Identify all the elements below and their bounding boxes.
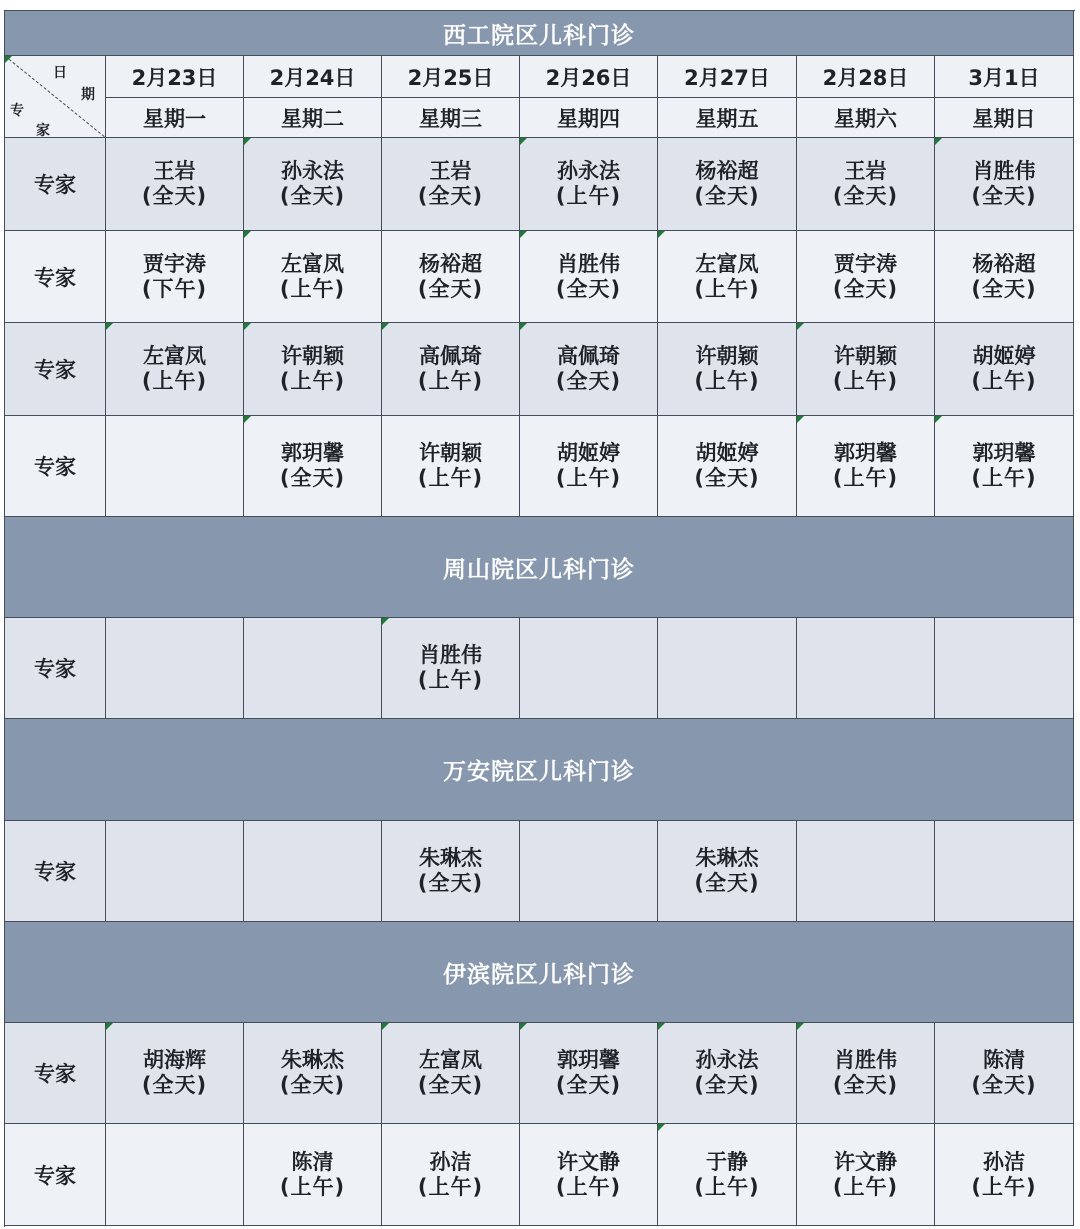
doctor-name: 贾宇涛	[143, 251, 206, 276]
doctor-name: 许文静	[834, 1149, 897, 1174]
doctor-name: 孙永法	[281, 159, 344, 183]
schedule-cell	[520, 416, 658, 517]
weekday-label: 星期六	[834, 106, 897, 131]
row-label-text: 专家	[34, 173, 76, 197]
date-header	[382, 56, 520, 98]
doctor-name: 胡姬婷	[695, 441, 759, 465]
schedule-cell	[658, 1023, 797, 1124]
section-title-text: 西工院区儿科门诊	[443, 22, 635, 49]
schedule-cell	[106, 1124, 244, 1226]
row-label-text: 专家	[34, 1062, 76, 1086]
section-title	[5, 922, 1074, 1023]
date-label: 2月24日	[269, 65, 356, 90]
schedule-cell	[382, 323, 520, 416]
doctor-name: 左富凤	[281, 251, 344, 276]
comment-marker	[106, 323, 113, 330]
schedule-cell	[797, 231, 935, 323]
schedule-cell	[106, 1023, 244, 1124]
schedule-cell	[520, 1124, 658, 1226]
session-time: (全天)	[971, 1073, 1037, 1097]
session-time: (全天)	[694, 871, 760, 895]
schedule-cell	[106, 231, 244, 323]
section-title	[5, 517, 1074, 618]
schedule-cell	[935, 416, 1074, 517]
doctor-name: 郭玥馨	[557, 1048, 620, 1072]
row-label	[5, 821, 106, 922]
schedule-cell	[797, 138, 935, 231]
schedule-cell	[106, 323, 244, 416]
schedule-cell	[520, 138, 658, 231]
schedule-cell	[106, 416, 244, 517]
weekday-label: 星期一	[143, 106, 206, 131]
corner-label-jia: 家	[36, 123, 50, 138]
schedule-cell	[658, 323, 797, 416]
section-title	[5, 11, 1074, 56]
session-time: (全天)	[694, 466, 760, 490]
session-time: (全天)	[971, 276, 1037, 301]
date-header	[520, 56, 658, 98]
doctor-name: 高佩琦	[419, 344, 482, 368]
doctor-name: 孙永法	[695, 1048, 759, 1072]
row-label	[5, 138, 106, 231]
doctor-name: 许文静	[557, 1149, 620, 1174]
schedule-cell	[935, 1124, 1074, 1226]
weekday-label: 星期三	[419, 106, 482, 131]
row-label-text: 专家	[34, 358, 76, 382]
doctor-name: 孙洁	[983, 1149, 1025, 1174]
row-label	[5, 618, 106, 719]
doctor-name: 陈清	[291, 1149, 334, 1174]
doctor-name: 朱琳杰	[281, 1048, 344, 1072]
doctor-name: 许朝颖	[419, 441, 482, 465]
schedule-cell	[797, 416, 935, 517]
schedule-cell	[382, 1124, 520, 1226]
doctor-name: 陈清	[983, 1048, 1025, 1072]
session-time: (全天)	[417, 184, 484, 208]
weekday-label: 星期日	[972, 106, 1036, 131]
date-label: 2月28日	[822, 65, 909, 90]
session-time: (上午)	[141, 369, 208, 393]
session-time: (上午)	[832, 369, 899, 393]
date-header	[106, 56, 244, 98]
date-header	[935, 56, 1074, 98]
date-label: 2月25日	[407, 65, 494, 90]
weekday-header	[244, 98, 382, 138]
session-time: (上午)	[417, 369, 484, 393]
schedule-cell	[935, 618, 1074, 719]
comment-marker	[935, 138, 942, 145]
doctor-name: 于静	[706, 1149, 748, 1174]
doctor-name: 左富凤	[419, 1048, 482, 1072]
weekday-label: 星期二	[281, 106, 344, 131]
header-corner-cell	[5, 56, 106, 138]
session-time: (全天)	[279, 466, 346, 490]
date-label: 2月26日	[545, 65, 632, 90]
doctor-name: 肖胜伟	[419, 643, 482, 667]
weekday-label: 星期五	[695, 106, 759, 131]
session-time: (上午)	[694, 276, 760, 301]
weekday-header	[797, 98, 935, 138]
comment-marker	[244, 231, 251, 238]
schedule-cell	[797, 1124, 935, 1226]
schedule-cell	[244, 138, 382, 231]
schedule-cell	[520, 231, 658, 323]
doctor-name: 高佩琦	[557, 344, 620, 368]
schedule-cell	[520, 1023, 658, 1124]
doctor-name: 朱琳杰	[695, 846, 759, 870]
session-time: (全天)	[417, 1073, 484, 1097]
session-time: (全天)	[141, 184, 208, 208]
doctor-name: 杨裕超	[972, 251, 1036, 276]
session-time: (全天)	[555, 369, 622, 393]
schedule-cell	[244, 416, 382, 517]
session-time: (上午)	[832, 466, 899, 490]
session-time: (上午)	[694, 369, 760, 393]
weekday-header	[382, 98, 520, 138]
schedule-cell	[520, 618, 658, 719]
session-time: (全天)	[555, 1073, 622, 1097]
doctor-name: 杨裕超	[695, 159, 759, 183]
schedule-cell	[935, 821, 1074, 922]
row-label-text: 专家	[34, 455, 76, 479]
section-title-text: 周山院区儿科门诊	[443, 556, 635, 583]
comment-marker	[520, 138, 527, 145]
session-time: (上午)	[417, 466, 484, 490]
schedule-cell	[106, 821, 244, 922]
comment-marker	[797, 323, 804, 330]
doctor-name: 王岩	[429, 159, 472, 183]
session-time: (上午)	[694, 1174, 760, 1199]
schedule-cell	[382, 1023, 520, 1124]
session-time: (上午)	[279, 276, 346, 301]
schedule-cell	[244, 323, 382, 416]
schedule-cell	[520, 821, 658, 922]
schedule-cell	[244, 1124, 382, 1226]
comment-marker	[658, 1124, 665, 1131]
schedule-cell	[935, 1023, 1074, 1124]
session-time: (全天)	[417, 871, 484, 895]
session-time: (全天)	[694, 184, 760, 208]
comment-marker	[106, 1023, 113, 1030]
comment-marker	[658, 231, 665, 238]
doctor-name: 胡姬婷	[972, 344, 1036, 368]
schedule-cell	[797, 1023, 935, 1124]
comment-marker	[382, 323, 389, 330]
doctor-name: 胡姬婷	[557, 441, 620, 465]
schedule-cell	[382, 231, 520, 323]
section-title	[5, 719, 1074, 821]
doctor-name: 郭玥馨	[281, 441, 344, 465]
comment-marker	[244, 138, 251, 145]
doctor-name: 贾宇涛	[834, 251, 897, 276]
doctor-name: 胡海辉	[143, 1048, 206, 1072]
session-time: (全天)	[417, 276, 484, 301]
schedule-cell	[797, 323, 935, 416]
date-header	[797, 56, 935, 98]
doctor-name: 许朝颖	[281, 344, 344, 368]
section-title-text: 伊滨院区儿科门诊	[443, 961, 635, 988]
section-title-text: 万安院区儿科门诊	[443, 759, 635, 785]
doctor-name: 左富凤	[695, 251, 759, 276]
date-label: 2月27日	[684, 65, 770, 90]
schedule-cell	[658, 1124, 797, 1226]
comment-marker	[520, 1023, 527, 1030]
session-time: (全天)	[832, 1073, 899, 1097]
session-time: (全天)	[832, 184, 899, 208]
doctor-name: 孙永法	[557, 159, 620, 183]
session-time: (上午)	[279, 1174, 346, 1199]
doctor-name: 王岩	[844, 159, 887, 183]
schedule-cell	[244, 231, 382, 323]
comment-marker	[382, 618, 389, 625]
row-label	[5, 323, 106, 416]
session-time: (上午)	[832, 1174, 899, 1199]
comment-marker	[658, 1023, 665, 1030]
row-label	[5, 1023, 106, 1124]
session-time: (上午)	[279, 369, 346, 393]
corner-label-ri: 日	[53, 65, 67, 81]
session-time: (上午)	[555, 184, 622, 208]
row-label-text: 专家	[34, 1163, 76, 1188]
session-time: (上午)	[417, 1174, 484, 1199]
comment-marker	[382, 1023, 389, 1030]
doctor-name: 肖胜伟	[834, 1048, 897, 1072]
session-time: (上午)	[971, 1174, 1037, 1199]
doctor-name: 郭玥馨	[834, 441, 897, 465]
doctor-name: 左富凤	[143, 344, 206, 368]
doctor-name: 许朝颖	[834, 344, 897, 368]
schedule-cell	[106, 138, 244, 231]
schedule-cell	[244, 1023, 382, 1124]
row-label	[5, 416, 106, 517]
schedule-cell	[658, 416, 797, 517]
session-time: (上午)	[555, 466, 622, 490]
session-time: (全天)	[279, 1073, 346, 1097]
schedule-cell	[658, 821, 797, 922]
comment-marker	[244, 416, 251, 423]
schedule-cell	[935, 231, 1074, 323]
doctor-name: 王岩	[153, 159, 196, 183]
session-time: (上午)	[555, 1174, 622, 1199]
schedule-cell	[244, 821, 382, 922]
comment-marker	[935, 416, 942, 423]
schedule-cell	[382, 618, 520, 719]
row-label-text: 专家	[34, 265, 76, 290]
session-time: (下午)	[141, 276, 208, 301]
schedule-table	[4, 10, 1075, 1227]
session-time: (全天)	[141, 1073, 208, 1097]
doctor-name: 肖胜伟	[972, 159, 1036, 183]
row-label	[5, 1124, 106, 1226]
doctor-name: 孙洁	[429, 1149, 472, 1174]
doctor-name: 杨裕超	[419, 251, 482, 276]
schedule-cell	[382, 821, 520, 922]
schedule-cell	[244, 618, 382, 719]
date-label: 3月1日	[968, 65, 1040, 90]
schedule-cell	[935, 323, 1074, 416]
schedule-cell	[658, 618, 797, 719]
date-label: 2月23日	[131, 65, 218, 90]
session-time: (全天)	[832, 276, 899, 301]
schedule-cell	[658, 138, 797, 231]
row-label	[5, 231, 106, 323]
session-time: (上午)	[971, 466, 1037, 490]
comment-marker	[797, 1023, 804, 1030]
schedule-cell	[382, 416, 520, 517]
comment-marker	[797, 416, 804, 423]
date-header	[244, 56, 382, 98]
weekday-header	[106, 98, 244, 138]
doctor-name: 肖胜伟	[557, 251, 620, 276]
comment-marker	[244, 323, 251, 330]
session-time: (上午)	[971, 369, 1037, 393]
session-time: (全天)	[971, 184, 1037, 208]
schedule-cell	[106, 618, 244, 719]
doctor-name: 许朝颖	[695, 344, 759, 368]
corner-label-qi: 期	[81, 87, 95, 103]
comment-marker	[520, 231, 527, 238]
weekday-header	[658, 98, 797, 138]
schedule-cell	[935, 138, 1074, 231]
session-time: (全天)	[694, 1073, 760, 1097]
doctor-name: 朱琳杰	[419, 846, 482, 870]
session-time: (全天)	[555, 276, 622, 301]
weekday-header	[520, 98, 658, 138]
schedule-cell	[797, 618, 935, 719]
schedule-cell	[658, 231, 797, 323]
session-time: (上午)	[417, 668, 484, 692]
corner-marker	[5, 56, 12, 63]
weekday-header	[935, 98, 1074, 138]
corner-label-zhuan: 专	[10, 103, 24, 119]
schedule-cell	[797, 821, 935, 922]
comment-marker	[520, 323, 527, 330]
schedule-cell	[520, 323, 658, 416]
row-label-text: 专家	[34, 860, 76, 884]
row-label-text: 专家	[34, 657, 76, 681]
doctor-name: 郭玥馨	[972, 441, 1036, 465]
date-header	[658, 56, 797, 98]
session-time: (全天)	[279, 184, 346, 208]
weekday-label: 星期四	[557, 106, 620, 131]
schedule-cell	[382, 138, 520, 231]
